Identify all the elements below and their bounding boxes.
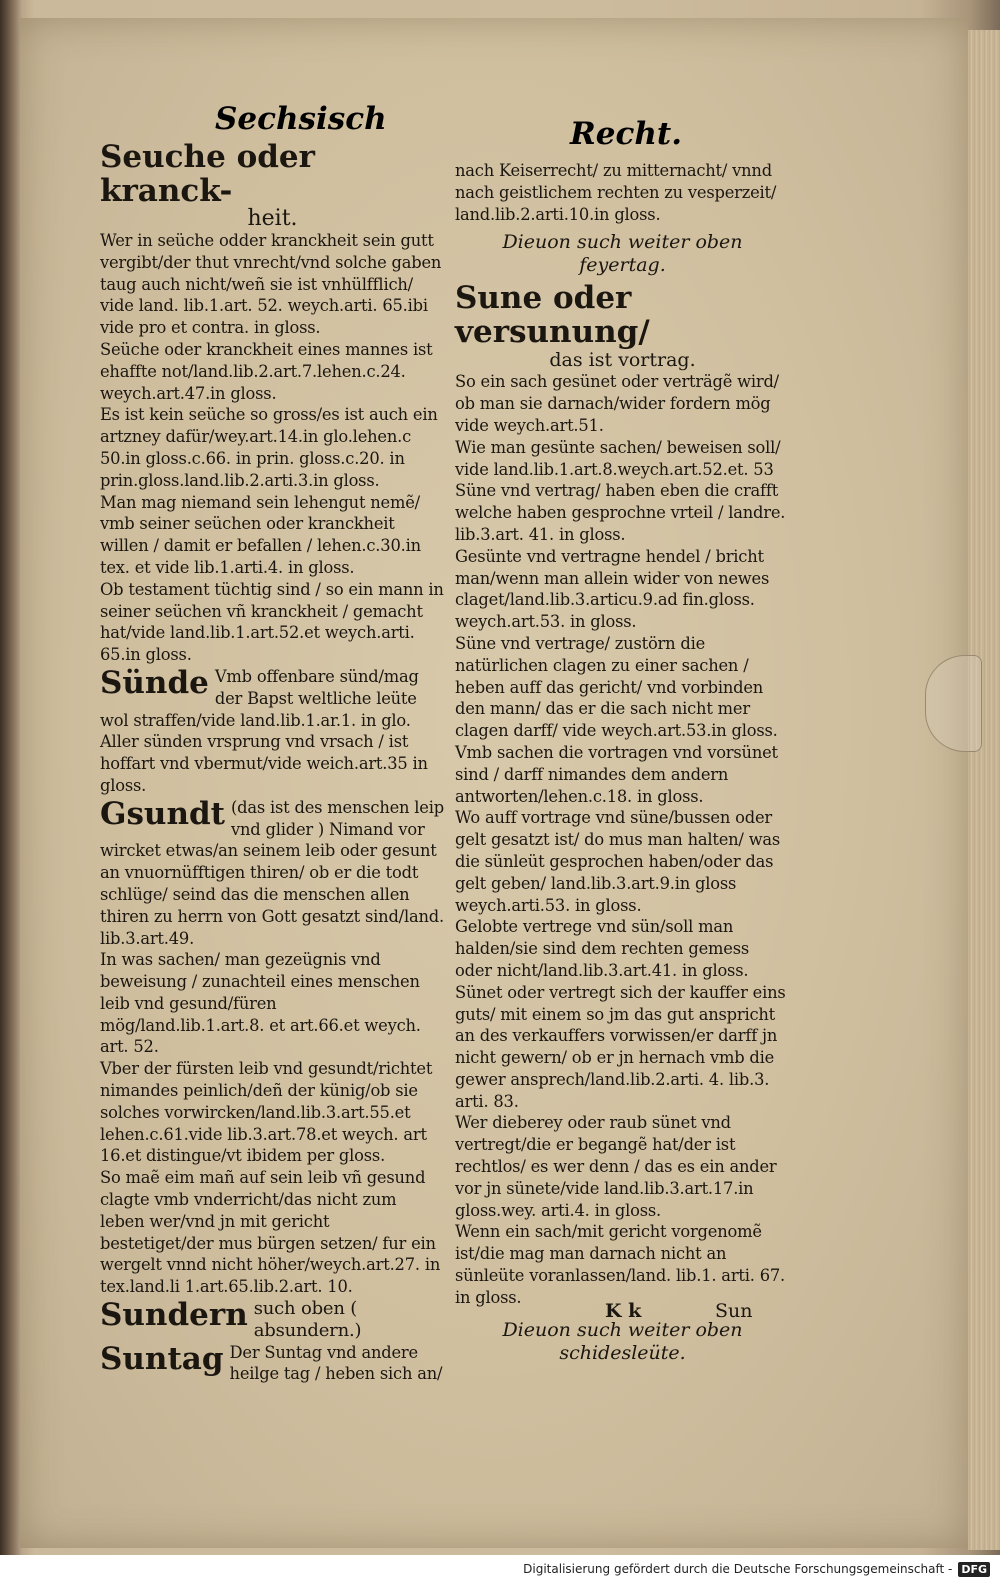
running-head-left: Sechsisch	[215, 101, 387, 137]
paragraph: Vber der fürsten leib vnd gesundt/richtet nimandes peinlich/deñ der künig/ob sie solches vorwircken/land.lib.3.art.55.et lehen.c.61.vide lib.3.art.78.et weych. art 16.et distingue/vt ibidem per gloss.	[100, 1059, 433, 1166]
cross-reference: feyertag.	[579, 254, 666, 277]
lemma-seuche: Seuche oder kranck-	[100, 139, 315, 209]
entry-gsundt	[100, 797, 445, 841]
paragraph: Vmb sachen die vortragen vnd vorsünet sind / darff nimandes dem andern antworten/lehen.c.18. in gloss.	[455, 742, 778, 806]
left-column	[100, 140, 445, 1385]
paragraph: Man mag niemand sein lehengut nemẽ/ vmb seiner seüchen oder kranckheit willen / damit er befallen / lehen.c.30.in tex. et vide lib.1.arti.4. in gloss.	[100, 492, 421, 577]
paragraph: Wer dieberey oder raub sünet vnd vertregt/die er begangẽ hat/der ist rechtlos/ es wer denn / das es ein ander vor jn sünete/vide land.lib.3.art.17.in gloss.wey. arti.4. in gloss.	[455, 1113, 777, 1220]
paragraph: Wenn ein sach/mit gericht vorgenomẽ ist/die mag man darnach nicht an sünleüte voranlassen/land. lib.1. arti. 67. in gloss.	[455, 1222, 785, 1307]
paragraph: Aller sünden vrsprung vnd vrsach / ist hoffart vnd vbermut/vide weich.art.35 in gloss.	[100, 732, 428, 795]
lemma-seuche-cont: heit.	[247, 206, 298, 231]
paragraph: Gesünte vnd vertragne hendel / bricht man/wenn man allein wider von newes claget/land.lib.3.articu.9.ad fin.gloss. weych.art.53. in gloss.	[455, 546, 770, 632]
paragraph: Wie man gesünte sachen/ beweisen soll/ vide land.lib.1.art.8.weych.art.52.et. 53	[455, 437, 781, 479]
paragraph: Vmb offenbare sünd/mag der Bapst weltliche leüte	[214, 666, 419, 708]
clasp-tab	[925, 655, 982, 752]
paragraph: In was sachen/ man gezeügnis vnd beweisung / zunachteil eines menschen leib vnd gesund/füren mög/land.lib.1.art.8. et art.66.et weych. art. 52.	[100, 950, 421, 1057]
lemma-gsundt: Gsundt	[100, 795, 225, 832]
paragraph: Süne vnd vertrage/ zustörn die natürlichen clagen zu einer sachen / heben auff das gericht/ vnd vorbinden den mann/ das er die sach nicht mer clagen darff/ vide weych.art.53.in gloss.	[455, 633, 778, 741]
page-edge	[968, 30, 1000, 1550]
footer-banner	[0, 1555, 1000, 1583]
paragraph: wol straffen/vide land.lib.1.ar.1. in glo.	[100, 710, 411, 730]
cross-reference: Dieuon such weiter oben	[502, 231, 743, 254]
paragraph: Sünet oder vertregt sich der kauffer eins guts/ mit einem so jm das gut anspricht an des verkauffers vorwissen/er darff jn nicht gewern/ ob er jn hernach vmb die gewer ansprech/land.lib.2.arti. 4. lib.3. arti. 83.	[455, 982, 786, 1111]
paragraph: Süne vnd vertrag/ haben eben die crafft welche haben gesprochne vrteil / landre. lib.3.art. 41. in gloss.	[455, 481, 786, 544]
signature-mark: K k	[605, 1300, 642, 1322]
paragraph: nach Keiserrecht/ zu mitternacht/ vnnd nach geistlichem rechten zu vesperzeit/ land.lib.2.arti.10.in gloss.	[455, 161, 777, 224]
lemma-sune: Sune oder versunung/	[455, 280, 650, 351]
right-column	[455, 160, 790, 1365]
cross-reference: Dieuon such weiter oben	[502, 1318, 743, 1341]
entry-sundern	[100, 1298, 445, 1342]
paragraph: Wer in seüche odder kranckheit sein gutt vergibt/der thut vnrecht/vnd solche gaben taug auch nicht/weñ sie ist vnhülfflich/ vide land. lib.1.art. 52. weych.arti. 65.ibi vide pro et contra. in gloss.	[100, 231, 442, 338]
paragraph: (das ist des menschen leip vnd glider ) Nimand vor	[231, 797, 444, 839]
lemma-suende: Sünde	[100, 664, 209, 701]
paragraph: wircket etwas/an seinem leib oder gesunt an vnuornüfftigen thiren/ ob er die todt schlüge/ seind das die menschen allen thiren zu herrn von Gott gesatzt sind/land. lib.3.art.49.	[100, 841, 444, 948]
paragraph: Gelobte vertrege vnd sün/soll man halden/sie sind dem rechten gemess oder nicht/land.lib.3.art.41. in gloss.	[455, 917, 750, 980]
paragraph: Es ist kein seüche so gross/es ist auch ein artzney dafür/wey.art.14.in glo.lehen.c 50.in gloss.c.66. in prin. gloss.c.20. in prin.gloss.land.lib.2.arti.3.in gloss.	[100, 405, 438, 490]
entry-suende	[100, 666, 445, 710]
paragraph: Seüche oder kranckheit eines mannes ist ehaffte not/land.lib.2.art.7.lehen.c.24. weych.art.47.in gloss.	[100, 339, 433, 403]
catchword: Sun	[715, 1300, 753, 1322]
cross-reference: schidesleüte.	[559, 1341, 686, 1364]
lemma-suntag: Suntag	[100, 1340, 224, 1377]
dfg-logo: DFG	[958, 1562, 990, 1577]
paragraph: Ob testament tüchtig sind / so ein mann in seiner seüchen vñ kranckheit / gemacht hat/vide land.lib.1.art.52.et weych.arti. 65.in gloss.	[100, 579, 444, 665]
paragraph: such oben ( absundern.)	[253, 1298, 362, 1341]
paragraph: So ein sach gesünet oder verträgẽ wird/ ob man sie darnach/wider fordern mög vide weych.art.51.	[455, 372, 779, 435]
paragraph: So maẽ eim mañ auf sein leib vñ gesund clagte vmb vnderricht/das nicht zum leben wer/vnd jn mit gericht bestetiget/der mus bürgen setzen/ fur ein wergelt vnnd nicht höher/weych.art.27. in tex.land.li 1.art.65.lib.2.art. 10.	[100, 1168, 441, 1297]
paragraph: Der Suntag vnd andere heilge tag / heben sich an/	[229, 1342, 443, 1384]
entry-suntag	[100, 1342, 445, 1386]
paragraph: Wo auff vortrage vnd süne/bussen oder gelt gesatzt ist/ do mus man halten/ was die sünleüt gesprochen haben/oder das gelt geben/ land.lib.3.art.9.in gloss weych.arti.53. in gloss.	[455, 808, 781, 915]
running-head-right: Recht.	[570, 116, 683, 152]
lemma-sune-cont: das ist vortrag.	[549, 349, 696, 372]
lemma-sundern: Sundern	[100, 1297, 248, 1334]
footer-text: Digitalisierung gefördert durch die Deutsche Forschungsgemeinschaft -	[523, 1562, 953, 1576]
